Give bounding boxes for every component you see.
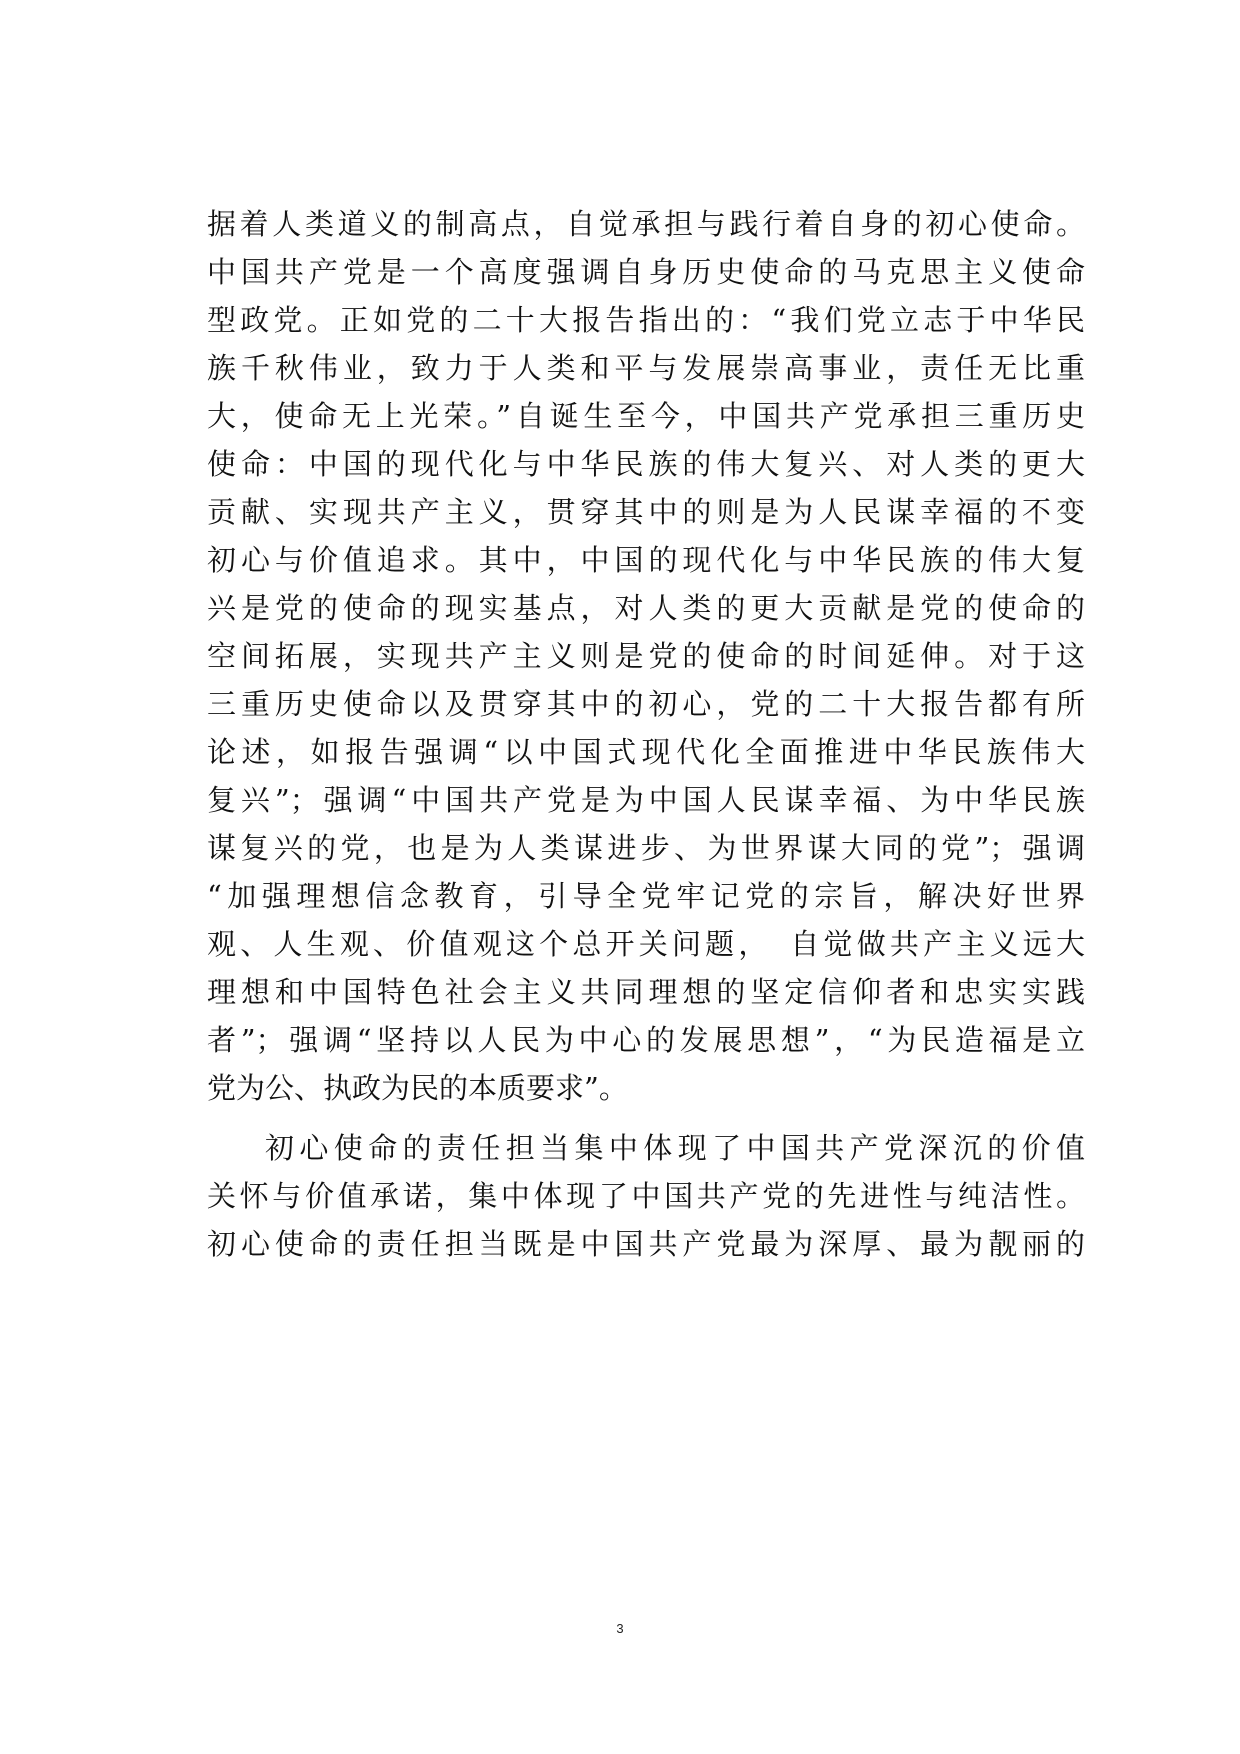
text-line: 型政党。正如党的二十大报告指出的：“我们党立志于中华民 [207,303,1085,337]
paragraph-2 [207,1124,1085,1268]
text-line: 党为公、执政为民的本质要求”。 [207,1071,628,1105]
text-line: 初心使命的责任担当既是中国共产党最为深厚、最为靓丽的 [207,1227,1085,1261]
page-number: 3 [616,1621,624,1636]
text-line: 贡献、实现共产主义，贯穿其中的则是为人民谋幸福的不变 [207,495,1085,529]
text-line: 观、人生观、价值观这个总开关问题， 自觉做共产主义远大 [207,927,1085,961]
paragraph-1 [207,200,1085,1112]
body-text [207,200,1085,1268]
text-line: 谋复兴的党，也是为人类谋进步、为世界谋大同的党”；强调 [207,831,1085,865]
text-line: 族千秋伟业，致力于人类和平与发展崇高事业，责任无比重 [207,351,1085,385]
text-line: 初心与价值追求。其中，中国的现代化与中华民族的伟大复 [207,543,1085,577]
text-line: 理想和中国特色社会主义共同理想的坚定信仰者和忠实实践 [207,975,1085,1009]
text-line: 中国共产党是一个高度强调自身历史使命的马克思主义使命 [207,255,1085,289]
text-line: “加强理想信念教育，引导全党牢记党的宗旨，解决好世界 [207,879,1085,913]
text-line: 大，使命无上光荣。”自诞生至今，中国共产党承担三重历史 [207,399,1085,433]
text-line: 者”；强调“坚持以人民为中心的发展思想”，“为民造福是立 [207,1023,1085,1057]
text-line: 三重历史使命以及贯穿其中的初心，党的二十大报告都有所 [207,687,1085,721]
text-line: 空间拓展，实现共产主义则是党的使命的时间延伸。对于这 [207,639,1085,673]
text-line: 据着人类道义的制高点，自觉承担与践行着自身的初心使命。 [207,207,1085,241]
text-line: 兴是党的使命的现实基点，对人类的更大贡献是党的使命的 [207,591,1085,625]
text-line: 使命：中国的现代化与中华民族的伟大复兴、对人类的更大 [207,447,1085,481]
text-line: 论述，如报告强调“以中国式现代化全面推进中华民族伟大 [207,735,1085,769]
text-line: 初心使命的责任担当集中体现了中国共产党深沉的价值 [265,1131,1085,1165]
paragraph-spacing [207,1112,1085,1124]
text-line: 复兴”；强调“中国共产党是为中国人民谋幸福、为中华民族 [207,783,1085,817]
text-line: 关怀与价值承诺，集中体现了中国共产党的先进性与纯洁性。 [207,1179,1085,1213]
